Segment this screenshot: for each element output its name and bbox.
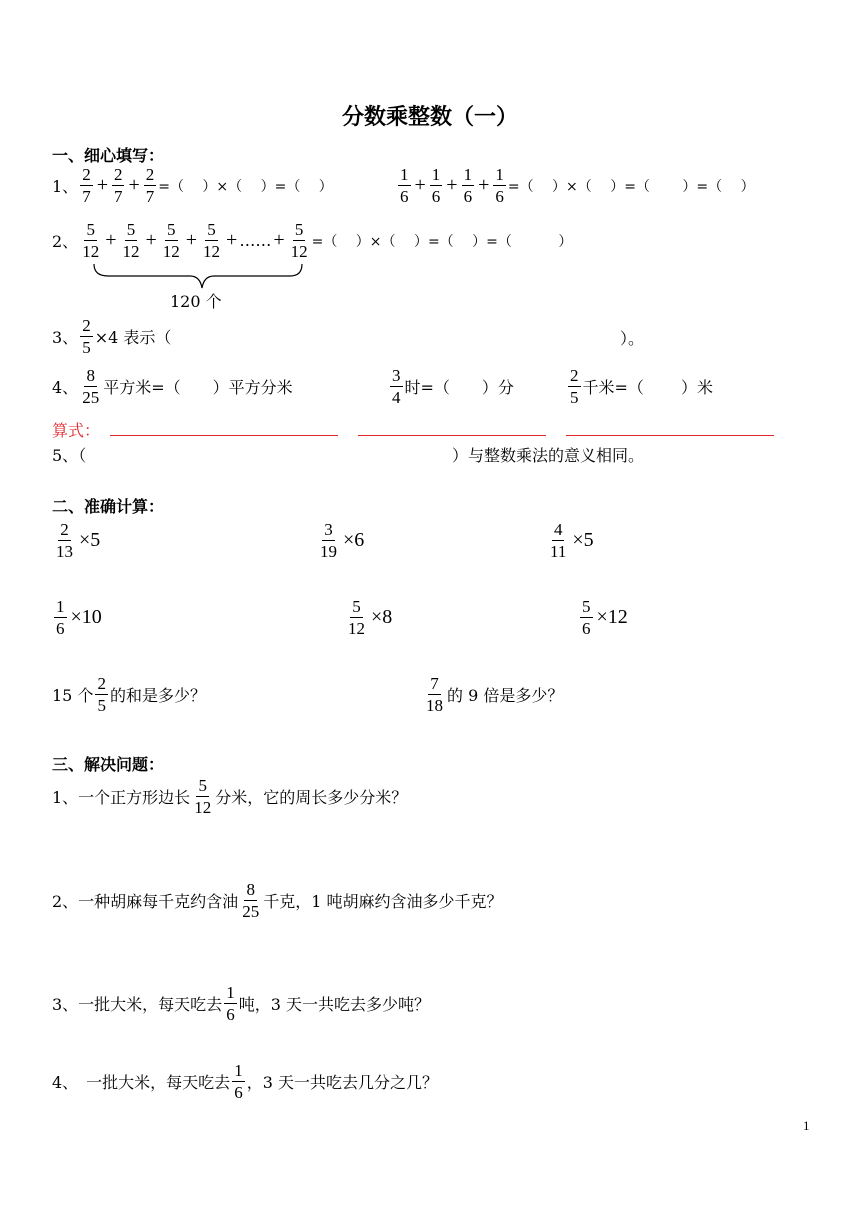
question-4: [52, 366, 293, 407]
word-question-b: [422, 674, 563, 715]
fraction: [232, 1061, 245, 1102]
problem-3: [52, 983, 430, 1024]
word-question-a: [52, 674, 206, 715]
question-4c: [566, 366, 713, 407]
fraction: [568, 366, 581, 407]
fraction: [54, 597, 67, 638]
numerator: 3: [392, 366, 401, 385]
fraction: [289, 220, 310, 261]
calc-item: [578, 597, 630, 638]
curly-brace: [80, 262, 312, 292]
question-text: 千米=（ ）米: [582, 378, 713, 397]
numerator: 8: [86, 366, 95, 385]
denominator: 6: [226, 1005, 235, 1024]
fraction: [120, 220, 141, 261]
question-number: 4、: [52, 378, 79, 397]
fraction: [80, 165, 93, 206]
numerator: 1: [431, 165, 441, 184]
formula-answer-line[interactable]: [566, 435, 774, 436]
fraction: [580, 597, 593, 638]
answer-blanks: =（ ）×（ ）=（ ）: [158, 178, 333, 195]
denominator: 6: [463, 187, 473, 206]
fraction: [398, 165, 411, 206]
problem-text: 3、一批大米，每天吃去: [52, 995, 223, 1014]
denominator: 19: [320, 542, 337, 561]
numerator: 5: [167, 220, 176, 239]
fraction: [462, 165, 475, 206]
ellipsis: ……: [239, 231, 272, 250]
section-heading-fill: 一、细心填写：: [52, 146, 165, 165]
numerator: 2: [97, 674, 106, 693]
denominator: 12: [290, 242, 308, 261]
numerator: 2: [570, 366, 579, 385]
denominator: 12: [82, 242, 100, 261]
question-text: 15 个: [52, 686, 94, 705]
denominator: 18: [426, 696, 443, 715]
numerator: 1: [234, 1061, 243, 1080]
fraction: [424, 674, 445, 715]
denominator: 5: [82, 338, 91, 357]
denominator: 12: [194, 798, 212, 817]
answer-blanks: =（ ）×（ ）=（ ）=（ ）: [507, 178, 755, 195]
denominator: 6: [582, 619, 591, 638]
plus-sign: +: [96, 174, 108, 196]
denominator: 11: [550, 542, 567, 561]
calc-item: [546, 520, 596, 561]
question-4b: [388, 366, 514, 407]
denominator: 6: [400, 187, 409, 206]
numerator: 7: [430, 674, 439, 693]
numerator: 2: [82, 316, 91, 335]
open-paren: （: [78, 446, 87, 465]
plus-sign: +: [145, 229, 157, 251]
problem-text: 千克，1 吨胡麻约含油多少千克？: [263, 892, 503, 911]
calc-item: [52, 597, 104, 638]
operator: ×12: [596, 606, 628, 628]
plus-sign: +: [478, 174, 490, 196]
denominator: 12: [348, 619, 365, 638]
fraction: [318, 520, 339, 561]
numerator: 2: [113, 165, 123, 184]
plus-sign: +: [446, 174, 458, 196]
fraction: [548, 520, 568, 561]
numerator: 5: [582, 597, 591, 616]
fraction: [80, 220, 101, 261]
numerator: 1: [463, 165, 473, 184]
fraction: [240, 880, 261, 921]
fraction: [201, 220, 222, 261]
problem-1: [52, 776, 407, 817]
fraction: [493, 165, 506, 206]
fraction: [430, 165, 443, 206]
operator: ×5: [572, 529, 594, 551]
numerator: 5: [126, 220, 136, 239]
problem-text: 4、 一批大米，每天吃去: [52, 1073, 231, 1092]
plus-sign: +: [226, 229, 238, 251]
fraction: [192, 776, 213, 817]
denominator: 13: [56, 542, 73, 561]
numerator: 2: [82, 165, 91, 184]
problem-text: 吨，3 天一共吃去多少吨？: [238, 995, 430, 1014]
operator: ×10: [70, 606, 102, 628]
fraction: [224, 983, 237, 1024]
fraction: [346, 597, 367, 638]
fraction: [144, 165, 157, 206]
numerator: 8: [246, 880, 255, 899]
denominator: 6: [234, 1083, 243, 1102]
plus-sign: +: [105, 229, 117, 251]
question-text: 时=（ ）分: [404, 378, 514, 397]
numerator: 5: [198, 776, 207, 795]
denominator: 12: [122, 242, 140, 261]
problem-text: 分米，它的周长多少分米？: [215, 788, 408, 807]
question-1b: [396, 165, 755, 206]
problem-2: [52, 880, 502, 921]
numerator: 5: [352, 597, 361, 616]
calc-item: [52, 520, 102, 561]
denominator: 7: [113, 187, 123, 206]
numerator: 1: [495, 165, 504, 184]
problem-text: ，3 天一共吃去几分之几？: [246, 1073, 438, 1092]
section-heading-calc: 二、准确计算：: [52, 497, 165, 516]
numerator: 1: [400, 165, 409, 184]
question-5-text: ）与整数乘法的意义相同。: [452, 446, 645, 465]
numerator: 5: [207, 220, 216, 239]
formula-answer-line[interactable]: [358, 435, 546, 436]
denominator: 6: [495, 187, 504, 206]
numerator: 1: [226, 983, 235, 1002]
problem-4: [52, 1061, 438, 1102]
plus-sign: +: [185, 229, 198, 251]
question-number: 5、: [52, 446, 79, 465]
numerator: 5: [294, 220, 304, 239]
formula-label: 算式：: [52, 421, 101, 440]
page-number: 1: [803, 1118, 810, 1133]
question-text: 平方米=（ ）平方分米: [103, 378, 293, 397]
denominator: 7: [145, 187, 155, 206]
denominator: 12: [162, 242, 180, 261]
question-number: 3、: [52, 328, 79, 347]
question-text: 的和是多少？: [109, 686, 206, 705]
operator: ×6: [343, 529, 365, 551]
plus-sign: +: [128, 174, 140, 196]
numerator: 2: [145, 165, 155, 184]
numerator: 1: [56, 597, 65, 616]
question-3: [52, 316, 171, 357]
operator: ×5: [79, 529, 101, 551]
question-number: 2、: [52, 232, 79, 251]
plus-sign: +: [273, 229, 285, 251]
problem-text: 2、一种胡麻每千克约含油: [52, 892, 239, 911]
numerator: 2: [60, 520, 69, 539]
question-text: 的 9 倍是多少？: [447, 686, 564, 705]
numerator: 4: [553, 520, 563, 539]
calc-item: [316, 520, 366, 561]
denominator: 6: [431, 187, 441, 206]
operator: ×8: [371, 606, 393, 628]
fraction: [390, 366, 403, 407]
calc-item: [344, 597, 394, 638]
fraction: [112, 165, 125, 206]
numerator: 5: [86, 220, 95, 239]
question-1: [52, 165, 333, 206]
denominator: 25: [242, 902, 260, 921]
page-title: 分数乘整数（一）: [341, 105, 518, 130]
fraction: [80, 316, 93, 357]
denominator: 25: [82, 388, 100, 407]
problem-text: 1、一个正方形边长: [52, 788, 191, 807]
denominator: 7: [82, 187, 91, 206]
fraction: [80, 366, 101, 407]
closing-paren: ）。: [620, 329, 645, 348]
plus-sign: +: [414, 174, 426, 196]
answer-blanks: =（ ）×（ ）=（ ）=（ ）: [311, 233, 573, 250]
denominator: 12: [203, 242, 221, 261]
brace-label: 120 个: [170, 292, 222, 311]
formula-answer-line[interactable]: [110, 435, 338, 436]
fraction: [54, 520, 75, 561]
question-2: [52, 220, 572, 261]
denominator: 4: [392, 388, 401, 407]
denominator: 5: [97, 696, 106, 715]
question-5: [52, 443, 86, 466]
question-number: 1、: [52, 177, 79, 196]
denominator: 5: [570, 388, 579, 407]
numerator: 3: [324, 520, 333, 539]
question-text: ×4 表示（: [94, 328, 172, 347]
fraction: [161, 220, 182, 261]
denominator: 6: [56, 619, 65, 638]
fraction: [95, 674, 108, 715]
section-heading-solve: 三、解决问题：: [52, 755, 165, 774]
